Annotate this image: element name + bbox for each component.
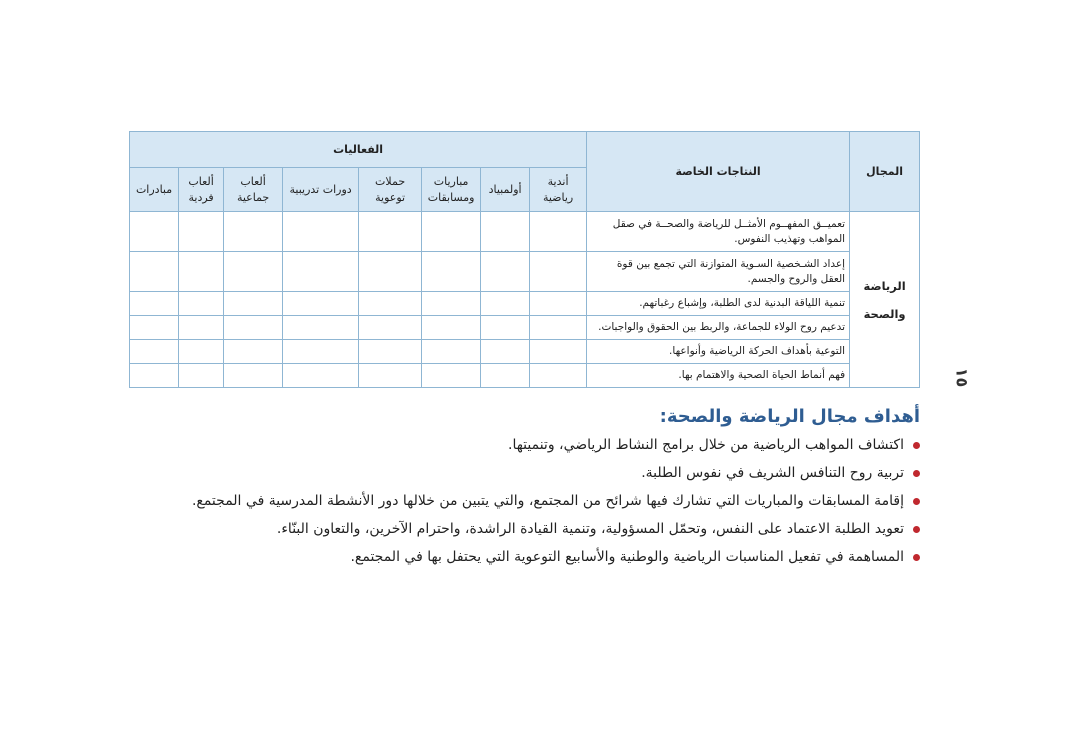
list-item: [160, 459, 920, 487]
activity-cell[interactable]: [359, 292, 422, 316]
activity-cell[interactable]: [130, 316, 179, 340]
activity-cell[interactable]: [224, 340, 283, 364]
activity-cell[interactable]: [422, 340, 481, 364]
activity-cell[interactable]: [530, 292, 587, 316]
field-name-line: الرياضة: [863, 278, 906, 293]
activity-cell[interactable]: [224, 316, 283, 340]
activity-cell[interactable]: [530, 316, 587, 340]
activity-column-header: حملات توعوية: [359, 168, 422, 212]
table-row: [130, 364, 920, 388]
table-row: [130, 252, 920, 292]
goal-text: تعويد الطلبة الاعتماد على النفس، وتحمّل المسؤولية، وتنمية القيادة الراشدة، واحترام الآخرين، والتعاون البنّاء.: [276, 521, 904, 537]
table-row: [130, 316, 920, 340]
field-name-cell: [850, 212, 920, 388]
bullet-icon: [913, 498, 920, 505]
activity-cell[interactable]: [130, 212, 179, 252]
outcome-cell: التوعية بأهداف الحركة الرياضية وأنواعها.: [587, 340, 850, 364]
activity-cell[interactable]: [283, 316, 359, 340]
goals-title: أهداف مجال الرياضة والصحة:: [659, 406, 920, 427]
outcome-cell: فهم أنماط الحياة الصحية والاهتمام بها.: [587, 364, 850, 388]
activity-cell[interactable]: [359, 316, 422, 340]
activity-cell[interactable]: [481, 340, 530, 364]
activity-cell[interactable]: [179, 364, 224, 388]
activity-cell[interactable]: [224, 292, 283, 316]
activity-cell[interactable]: [283, 292, 359, 316]
activity-cell[interactable]: [359, 364, 422, 388]
activity-cell[interactable]: [283, 364, 359, 388]
activity-cell[interactable]: [530, 212, 587, 252]
activity-cell[interactable]: [224, 252, 283, 292]
activity-cell[interactable]: [179, 316, 224, 340]
table-row: [130, 292, 920, 316]
activity-cell[interactable]: [481, 316, 530, 340]
activities-header: الفعاليات: [130, 132, 587, 168]
outcome-cell: تدعيم روح الولاء للجماعة، والربط بين الحقوق والواجبات.: [587, 316, 850, 340]
page-number: ١٥: [952, 367, 972, 388]
activity-cell[interactable]: [481, 364, 530, 388]
bullet-icon: [913, 554, 920, 561]
list-item: [160, 543, 920, 571]
activities-table: [129, 131, 920, 388]
outcome-cell: إعداد الشـخصية السـوية المتوازنة التي تجمع بين قوة العقل والروح والجسم.: [587, 252, 850, 292]
goals-section: [160, 406, 920, 571]
activity-cell[interactable]: [179, 212, 224, 252]
field-header: المجال: [850, 132, 920, 212]
activity-cell[interactable]: [179, 252, 224, 292]
activity-column-header: مباريات ومسابقات: [422, 168, 481, 212]
goal-text: المساهمة في تفعيل المناسبات الرياضية والوطنية والأسابيع التوعوية التي يحتفل بها في المجتمع.: [350, 549, 904, 565]
activity-cell[interactable]: [283, 340, 359, 364]
goal-text: إقامة المسابقات والمباريات التي تشارك فيها شرائح من المجتمع، والتي يتبين من خلالها دور الأنشطة المدرسية في المجتمع.: [191, 493, 904, 509]
activity-cell[interactable]: [422, 252, 481, 292]
outcomes-header: النتاجات الخاصة: [587, 132, 850, 212]
activity-cell[interactable]: [481, 212, 530, 252]
goal-text: تربية روح التنافس الشريف في نفوس الطلبة.: [641, 465, 904, 481]
goals-list: [160, 431, 920, 571]
activity-cell[interactable]: [359, 252, 422, 292]
activity-cell[interactable]: [224, 364, 283, 388]
activity-cell[interactable]: [422, 212, 481, 252]
outcome-cell: تعميــق المفهــوم الأمثــل للرياضة والصحــة في صقل المواهب وتهذيب النفوس.: [587, 212, 850, 252]
activity-cell[interactable]: [283, 252, 359, 292]
activity-cell[interactable]: [359, 212, 422, 252]
bullet-icon: [913, 526, 920, 533]
activity-cell[interactable]: [359, 340, 422, 364]
activity-column-header: دورات تدريبية: [283, 168, 359, 212]
activity-cell[interactable]: [481, 292, 530, 316]
activity-column-header: ألعاب جماعية: [224, 168, 283, 212]
bullet-icon: [913, 470, 920, 477]
activity-cell[interactable]: [179, 292, 224, 316]
bullet-icon: [913, 442, 920, 449]
goal-text: اكتشاف المواهب الرياضية من خلال برامج النشاط الرياضي، وتنميتها.: [508, 437, 904, 453]
activity-column-header: أندية رياضية: [530, 168, 587, 212]
activity-column-header: ألعاب فردية: [179, 168, 224, 212]
table-row: [130, 340, 920, 364]
activity-cell[interactable]: [130, 340, 179, 364]
activity-cell[interactable]: [530, 252, 587, 292]
activity-column-header: مبادرات: [130, 168, 179, 212]
activity-cell[interactable]: [224, 212, 283, 252]
list-item: [160, 487, 920, 515]
activity-cell[interactable]: [130, 364, 179, 388]
activity-cell[interactable]: [283, 212, 359, 252]
activity-cell[interactable]: [530, 364, 587, 388]
activity-cell[interactable]: [422, 364, 481, 388]
field-name-line: والصحة: [863, 306, 906, 321]
list-item: [160, 515, 920, 543]
activity-cell[interactable]: [422, 292, 481, 316]
activity-column-header: أولمبياد: [481, 168, 530, 212]
activity-cell[interactable]: [530, 340, 587, 364]
list-item: [160, 431, 920, 459]
outcome-cell: تنمية اللياقة البدنية لدى الطلبة، وإشباع رغباتهم.: [587, 292, 850, 316]
activity-cell[interactable]: [130, 252, 179, 292]
table-row: [130, 212, 920, 252]
activity-cell[interactable]: [481, 252, 530, 292]
activity-cell[interactable]: [179, 340, 224, 364]
activity-cell[interactable]: [422, 316, 481, 340]
activity-cell[interactable]: [130, 292, 179, 316]
